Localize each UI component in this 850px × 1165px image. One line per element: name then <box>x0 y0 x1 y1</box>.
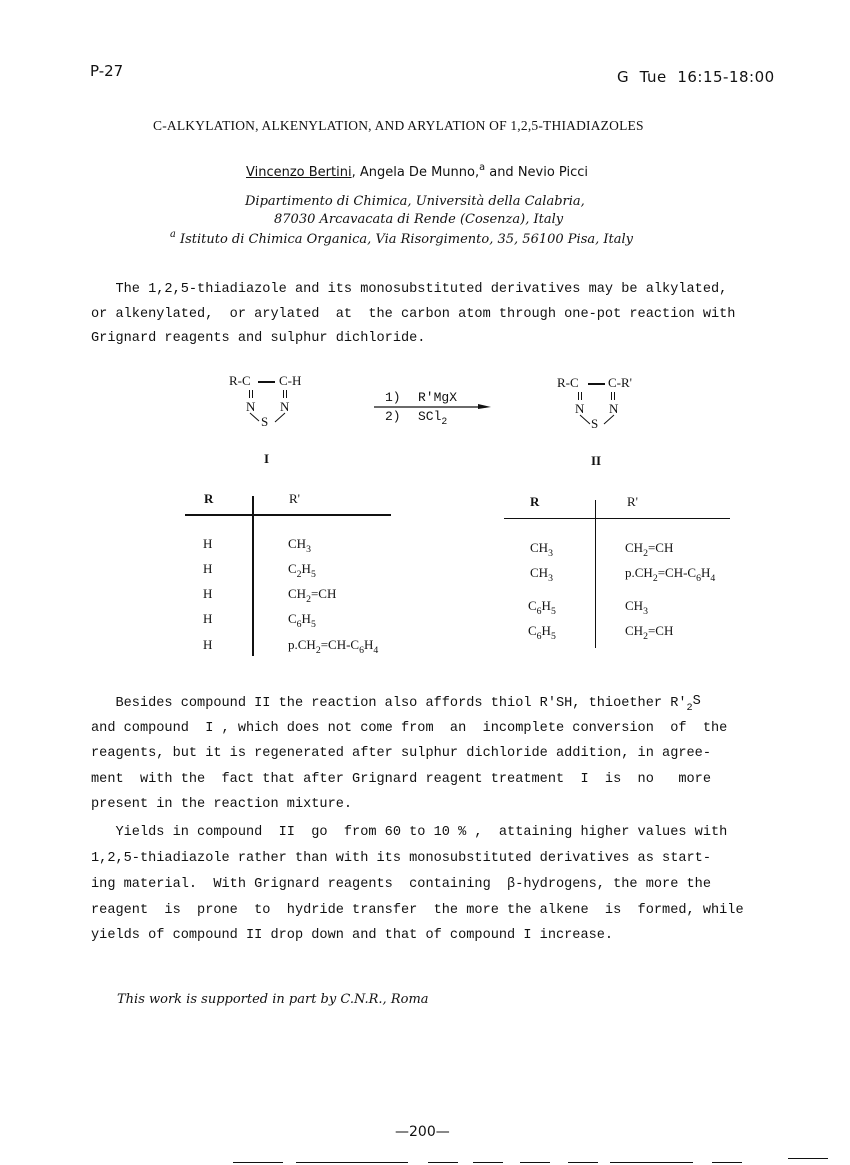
table-right-rprime-cell: $p.CH_2=CH-C_6H_4$ <box>625 565 716 584</box>
table-right-divider <box>595 500 596 648</box>
author-2: Angela De Munno, <box>359 165 480 180</box>
table-left-r-cell: H <box>203 561 213 576</box>
double-bond-line <box>249 390 250 398</box>
subscript: 2 <box>686 703 693 714</box>
discussion-line-3: reagents, but it is regenerated after sulphur dichloride addition, in agree- <box>91 746 711 761</box>
product-atom-n1: N <box>575 401 585 416</box>
table-left-divider <box>252 496 254 656</box>
discussion-line-5: present in the reaction mixture. <box>91 797 353 812</box>
reagent-step-2-number: 2) <box>385 409 401 424</box>
table-right-r-cell: $CH_3$ <box>530 565 553 584</box>
table-right-r-cell: $CH_3$ <box>530 540 553 559</box>
author-3: and Nevio Picci <box>485 165 589 180</box>
reactant-atom-rc: R-C <box>229 373 251 388</box>
table-right-header-rprime: R' <box>627 494 639 509</box>
scan-mark <box>473 1162 503 1163</box>
table-right-r-cell: $C_6H_5$ <box>528 623 556 642</box>
affiliation-mark: a <box>479 162 486 173</box>
yields-line-1: Yields in compound II go from 60 to 10 % , attaining higher values with <box>91 825 728 840</box>
subscript: 2 <box>441 416 448 427</box>
reactant-atom-n1: N <box>246 399 256 414</box>
reagent-step-1-number: 1) <box>385 390 401 405</box>
double-bond-line <box>611 392 612 400</box>
reactant-atom-n2: N <box>280 399 290 414</box>
table-right-r-cell: $C_6H_5$ <box>528 598 556 617</box>
double-bond-line <box>286 390 287 398</box>
yields-line-3: ing material. With Grignard reagents containing β-hydrogens, the more the <box>91 877 711 892</box>
affiliation-secondary-text: Istituto di Chimica Organica, Via Risorgimento, 35, 56100 Pisa, Italy <box>179 232 633 247</box>
reagent-step-1: R'MgX <box>418 390 458 405</box>
scan-mark <box>520 1162 550 1163</box>
bond-line <box>258 381 275 383</box>
table-left-r-cell: H <box>203 611 213 626</box>
intro-line-3: Grignard reagents and sulphur dichloride. <box>91 331 426 346</box>
compound-label-ii: II <box>591 453 602 468</box>
session-code: P-27 <box>90 62 124 80</box>
table-left-rprime-cell: $CH_2=CH$ <box>288 586 337 605</box>
scan-mark <box>428 1162 458 1163</box>
double-bond-line <box>578 392 579 400</box>
discussion-line-1: Besides compound II the reaction also affords thiol R'SH, thioether $R'_2^S$ <box>91 694 701 714</box>
affiliation-secondary <box>170 229 633 247</box>
scan-mark <box>788 1158 828 1159</box>
session-time: G Tue 16:15-18:00 <box>617 68 775 86</box>
table-right-rprime-cell: $CH_3$ <box>625 598 648 617</box>
compound-label-i: I <box>264 451 270 466</box>
product-atom-s: S <box>591 416 599 431</box>
table-left-rprime-cell: $C_2H_5$ <box>288 561 316 580</box>
reactant-atom-ch: C-H <box>279 373 302 388</box>
table-right-rprime-cell: $CH_2=CH$ <box>625 540 674 559</box>
page-number: —200— <box>395 1124 450 1140</box>
table-left-r-cell: H <box>203 637 213 652</box>
product-atom-cr: C-R' <box>608 375 633 390</box>
scan-mark <box>568 1162 598 1163</box>
yields-line-2: 1,2,5-thiadiazole rather than with its monosubstituted derivatives as start- <box>91 851 711 866</box>
product-atom-n2: N <box>609 401 619 416</box>
double-bond-line <box>614 392 615 400</box>
reactant-atom-s: S <box>261 414 269 429</box>
thioether-s: S <box>692 694 701 709</box>
table-left-r-cell: H <box>203 536 213 551</box>
table-right-rprime-cell: $CH_2=CH$ <box>625 623 674 642</box>
table-left-rprime-cell: $p.CH_2=CH-C_6H_4$ <box>288 637 379 656</box>
scan-mark <box>610 1162 693 1163</box>
table-left-header-r: R <box>204 491 214 506</box>
funding-note: This work is supported in part by C.N.R., Roma <box>117 992 429 1007</box>
presenting-author: Vincenzo Bertini <box>246 165 352 180</box>
discussion-line-4: ment with the fact that after Grignard reagent treatment I is no more <box>91 772 711 787</box>
intro-line-2: or alkenylated, or arylated at the carbon atom through one-pot reaction with <box>91 307 736 322</box>
intro-line-1: The 1,2,5-thiadiazole and its monosubstituted derivatives may be alkylated, <box>91 282 728 297</box>
affiliation-primary-line2: 87030 Arcavacata di Rende (Cosenza), Italy <box>274 212 564 227</box>
affiliation-primary-line1: Dipartimento di Chimica, Università della Calabria, <box>245 194 585 209</box>
double-bond-line <box>581 392 582 400</box>
table-left-rprime-cell: $C_6H_5$ <box>288 611 316 630</box>
double-bond-line <box>252 390 253 398</box>
yields-line-5: yields of compound II drop down and that of compound I increase. <box>91 928 614 943</box>
table-left-r-cell: H <box>203 586 213 601</box>
table-right-rule <box>504 518 730 519</box>
table-left-rprime-cell: $CH_3$ <box>288 536 311 555</box>
scan-mark <box>296 1162 408 1163</box>
discussion-line-2: and compound I , which does not come from an incomplete conversion of the <box>91 721 728 736</box>
scan-mark <box>233 1162 283 1163</box>
table-right-header-r: R <box>530 494 540 509</box>
double-bond-line <box>283 390 284 398</box>
author-list: Vincenzo Bertini, Angela De Munno,$^a$ and Nevio Picci <box>246 162 589 180</box>
table-left-header-rprime: R' <box>289 491 301 506</box>
affiliation-mark: a <box>170 229 176 240</box>
scan-mark <box>712 1162 742 1163</box>
paper-title: C-ALKYLATION, ALKENYLATION, AND ARYLATION OF 1,2,5-THIADIAZOLES <box>153 118 644 133</box>
reagent-sulphur-dichloride: SCl <box>418 409 442 424</box>
table-left-rule <box>185 514 391 516</box>
bond-line <box>588 383 605 385</box>
reagent-step-2 <box>418 409 448 427</box>
product-atom-rc: R-C <box>557 375 579 390</box>
yields-line-4: reagent is prone to hydride transfer the more the alkene is formed, while <box>91 903 744 918</box>
